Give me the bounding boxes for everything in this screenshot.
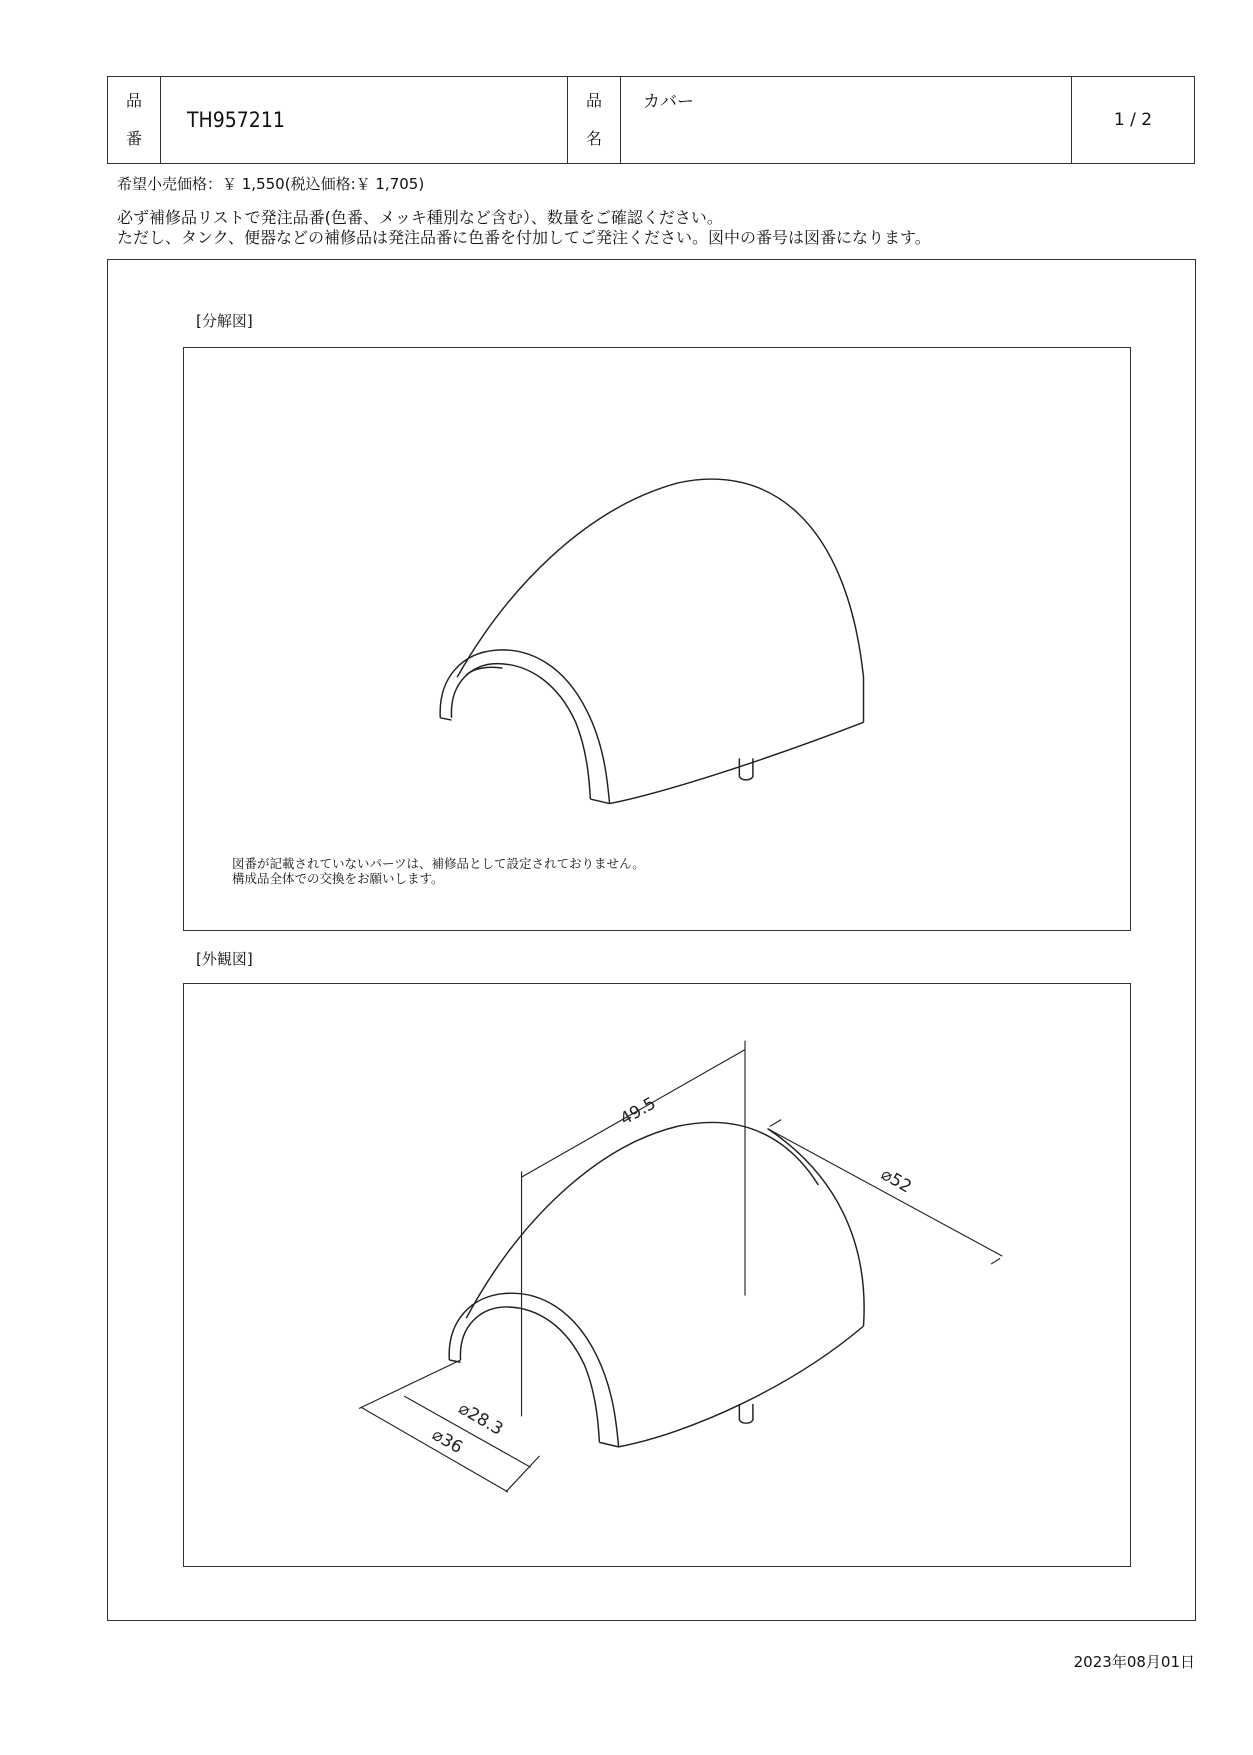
note-line: 必ず補修品リストで発注品番(色番、メッキ種別など含む）、数量をご確認ください。 (117, 208, 723, 227)
note-line: ただし、タンク、便器などの補修品は発注品番に色番を付加してご発注ください。図中の番号は図番になります。 (117, 228, 931, 247)
caption-line: 構成品全体での交換をお願いします。 (232, 871, 444, 886)
page-number: 1 / 2 (1072, 77, 1195, 164)
part-name-label: 品 名 (568, 77, 621, 164)
dimension-base-diameter: ⌀36 (428, 1423, 467, 1458)
dimension-inner-diameter: ⌀28.3 (455, 1397, 507, 1439)
cover-drawing-exterior (359, 1041, 1002, 1492)
part-number-label: 品 番 (108, 77, 161, 164)
part-number: TH957211 (161, 77, 568, 164)
exploded-view-title: [分解図] (196, 312, 253, 330)
issue-date: 2023年08月01日 (1073, 1653, 1195, 1671)
cover-drawing-exploded (440, 479, 863, 804)
price-text: 希望小売価格：￥ 1,550(税込価格:￥ 1,705) (117, 175, 425, 193)
dimension-outer-diameter: ⌀52 (877, 1163, 916, 1197)
caption-line: 図番が記載されていないパーツは、補修品として設定されておりません。 (232, 856, 645, 871)
dimension-length: 49.5 (616, 1092, 659, 1129)
part-name: カバー (621, 77, 1072, 164)
exterior-view-title: [外観図] (196, 950, 253, 968)
